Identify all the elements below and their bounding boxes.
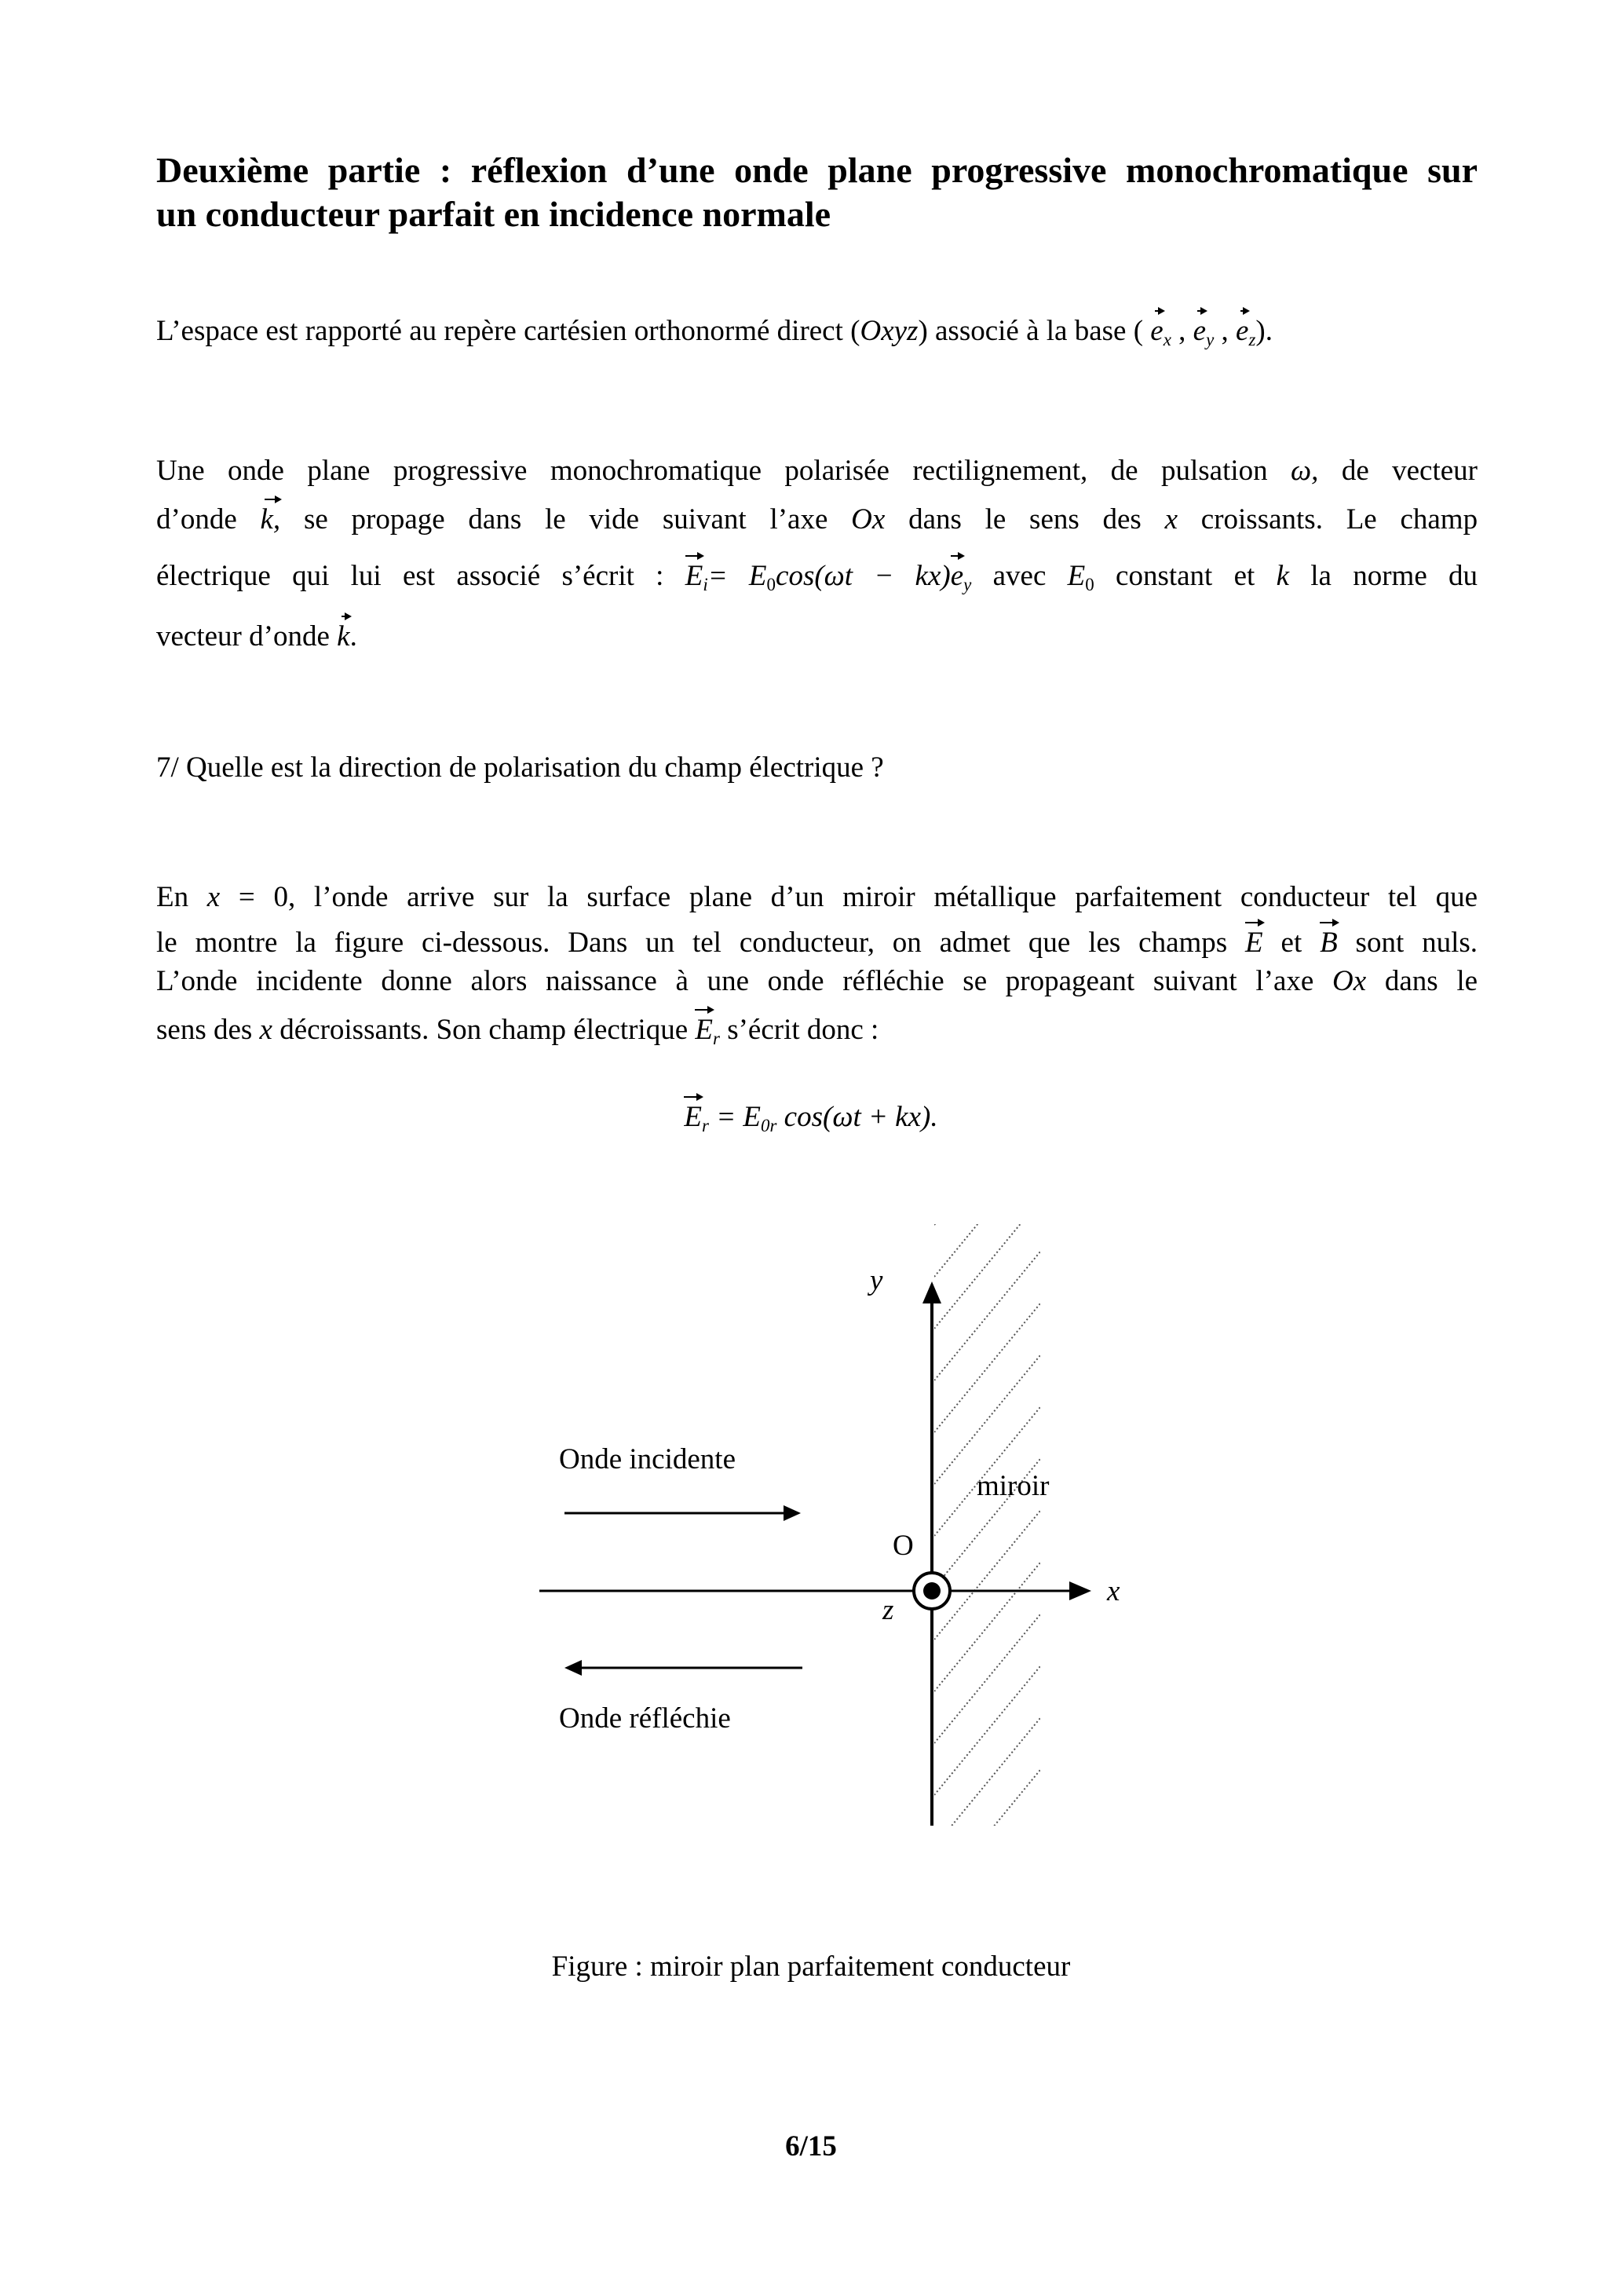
x-axis-label: x [1107, 1575, 1120, 1607]
hatch-line [934, 1666, 1040, 1795]
question-7: 7/ Quelle est la direction de polarisation du champ électrique ? [156, 751, 884, 784]
reflected-field-formula: $E_r = E_{0r}$ cos(ωt + kx). [684, 1101, 938, 1135]
figure-caption: Figure : miroir plan parfaitement conducteur [551, 1951, 1071, 1983]
hatch-line [934, 1511, 1040, 1640]
hatch-line [934, 1770, 1040, 1899]
para1-line2: d’onde k, se propage dans le vide suivant l’axe Ox dans le sens des x croissants. Le champ [156, 503, 1478, 536]
y-arrowhead [922, 1281, 941, 1303]
y-axis-label: y [870, 1264, 883, 1296]
hatch-line [934, 1718, 1040, 1847]
hatch-line [934, 1614, 1040, 1743]
para1-line4: vecteur d’onde k. [156, 620, 357, 653]
para2-line2: le montre la figure ci-dessous. Dans un tel conducteur, on admet que les champs E et B sont nuls. [156, 927, 1478, 959]
hatch-line [934, 1355, 1040, 1484]
intro-line: L’espace est rapporté au repère cartésien orthonormé direct (Oxyz) associé à la base ( $e_x$ , $e_y$ , $e_z$). [156, 315, 1273, 349]
page-number: 6/15 [785, 2130, 837, 2163]
incident-wave-label: Onde incidente [559, 1443, 736, 1475]
hatch-line [934, 1563, 1040, 1691]
origin-label: O [893, 1530, 914, 1562]
hatch-line [934, 1303, 1040, 1432]
mirror-label: miroir [977, 1470, 1050, 1502]
z-axis-label: z [882, 1594, 894, 1626]
para1-line3: électrique qui lui est associé s’écrit : $E_i= E_0\cos(\omega t - kx)e_y$ avec $E_0$ constant et k la norme du [156, 560, 1478, 594]
section-title-line2: un conducteur parfait en incidence normale [156, 194, 831, 234]
hatch-line [934, 1096, 1040, 1225]
para2-line3: L’onde incidente donne alors naissance à une onde réfléchie se propageant suivant l’axe Ox dans le [156, 965, 1478, 997]
reflected-wave-label: Onde réfléchie [559, 1702, 731, 1735]
section-title-line1: Deuxième partie : réflexion d’une onde plane progressive monochromatique sur [156, 150, 1478, 190]
hatch-line [934, 1200, 1040, 1329]
hatch-line [934, 1252, 1040, 1380]
para1-line1: Une onde plane progressive monochromatique polarisée rectilignement, de pulsation ω, de vecteur [156, 455, 1478, 487]
para2-line4: sens des x décroissants. Son champ électrique $E_r$ s’écrit donc : [156, 1014, 879, 1048]
x-arrowhead [1069, 1581, 1091, 1600]
hatch-line [934, 1148, 1040, 1277]
para2-line1: En x = 0, l’onde arrive sur la surface plane d’un miroir métallique parfaitement conducteur tel que [156, 881, 1478, 913]
